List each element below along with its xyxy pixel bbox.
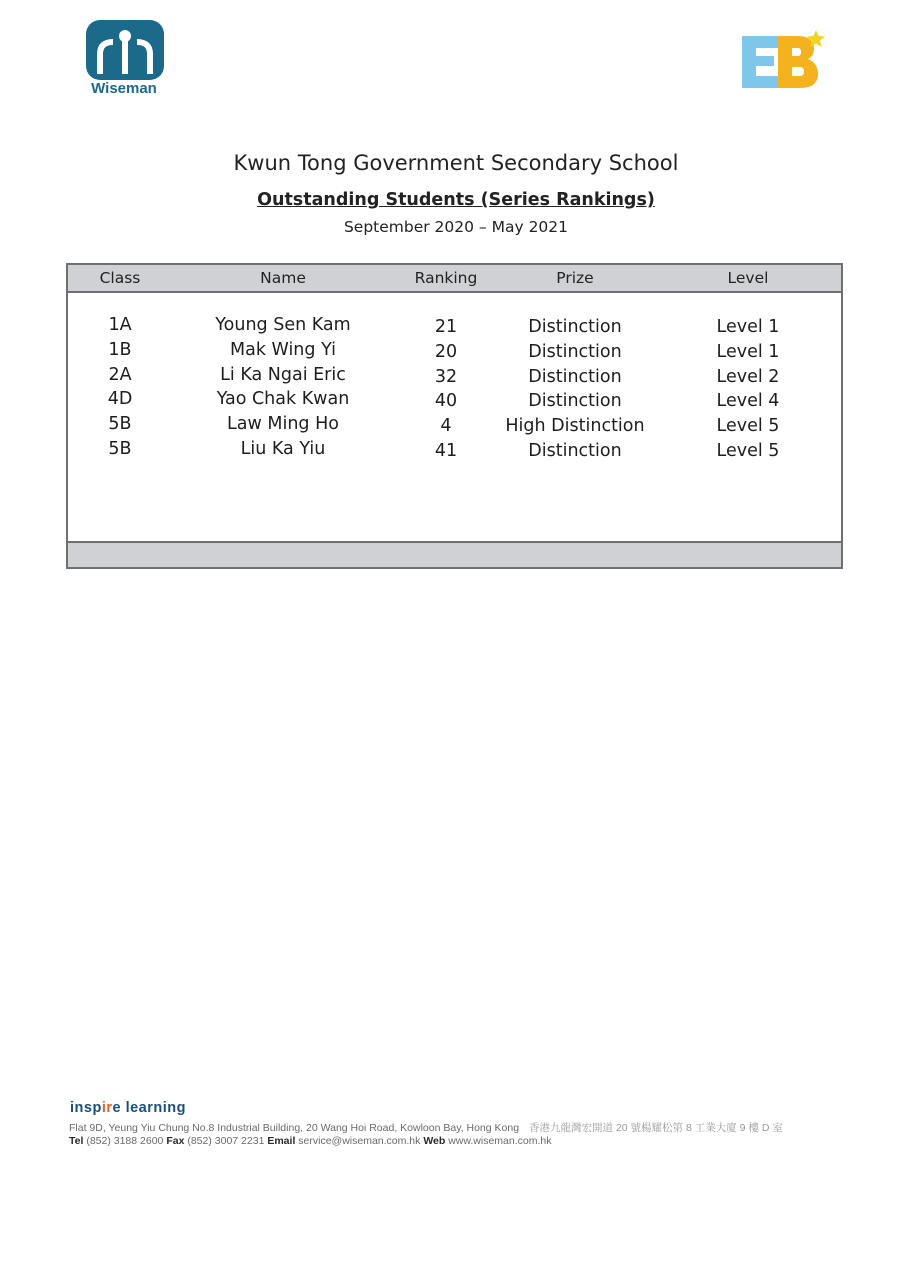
footer-contact bbox=[69, 1135, 552, 1147]
table-row bbox=[68, 364, 841, 392]
tagline-suffix: e learning bbox=[112, 1100, 186, 1116]
cell-name: Liu Ka Yiu bbox=[240, 438, 326, 459]
cell-ranking: 20 bbox=[434, 341, 458, 362]
wiseman-logo bbox=[86, 20, 166, 100]
cell-level: Level 5 bbox=[716, 416, 780, 437]
tel-value: (852) 3188 2600 bbox=[86, 1135, 164, 1147]
web-value: www.wiseman.com.hk bbox=[448, 1135, 552, 1147]
fax-value: (852) 3007 2231 bbox=[187, 1135, 265, 1147]
table-row bbox=[68, 317, 841, 342]
cell-ranking: 4 bbox=[440, 416, 452, 437]
tagline-prefix: insp bbox=[70, 1100, 102, 1116]
tel-label: Tel bbox=[69, 1135, 84, 1147]
footer-address bbox=[69, 1120, 783, 1135]
table-row bbox=[68, 438, 841, 466]
school-name: Kwun Tong Government Secondary School bbox=[233, 151, 679, 175]
eb-logo-icon bbox=[740, 28, 826, 92]
cell-name: Li Ka Ngai Eric bbox=[220, 364, 346, 385]
web-label: Web bbox=[423, 1135, 446, 1147]
cell-ranking: 41 bbox=[434, 440, 458, 461]
column-header-class: Class bbox=[99, 269, 141, 287]
cell-ranking: 21 bbox=[434, 317, 458, 337]
cell-class: 1A bbox=[108, 315, 132, 335]
address-zh: 香港九龍灣宏開道 20 號楊耀松第 8 工業大廈 9 樓 D 室 bbox=[529, 1122, 783, 1134]
cell-class: 4D bbox=[107, 389, 133, 410]
eb-logo bbox=[740, 28, 826, 92]
wiseman-logo-text: Wiseman bbox=[91, 80, 157, 97]
table-footer bbox=[68, 541, 841, 567]
report-title: Outstanding Students (Series Rankings) bbox=[257, 190, 655, 210]
tagline-highlight: ir bbox=[101, 1100, 113, 1116]
cell-name: Mak Wing Yi bbox=[230, 339, 336, 360]
footer-tagline bbox=[70, 1100, 186, 1116]
table-row bbox=[68, 391, 841, 416]
cell-name: Young Sen Kam bbox=[215, 315, 351, 335]
cell-level: Level 1 bbox=[716, 341, 780, 362]
cell-prize: High Distinction bbox=[505, 416, 645, 437]
cell-level: Level 5 bbox=[716, 440, 780, 461]
cell-prize: Distinction bbox=[528, 391, 622, 412]
column-header-prize: Prize bbox=[556, 269, 594, 287]
email-label: Email bbox=[267, 1135, 296, 1147]
column-header-level: Level bbox=[727, 269, 769, 287]
table-body bbox=[68, 317, 841, 466]
column-header-name: Name bbox=[260, 269, 306, 287]
cell-name: Yao Chak Kwan bbox=[216, 389, 350, 410]
cell-prize: Distinction bbox=[528, 317, 622, 337]
cell-prize: Distinction bbox=[528, 440, 622, 461]
cell-ranking: 40 bbox=[434, 391, 458, 412]
cell-ranking: 32 bbox=[434, 366, 458, 387]
rankings-table bbox=[66, 263, 843, 569]
cell-class: 2A bbox=[108, 364, 132, 385]
cell-class: 5B bbox=[108, 414, 132, 435]
cell-prize: Distinction bbox=[528, 366, 622, 387]
cell-name: Law Ming Ho bbox=[227, 414, 339, 435]
cell-class: 1B bbox=[108, 339, 132, 360]
email-value: service@wiseman.com.hk bbox=[298, 1135, 421, 1147]
report-period: September 2020 – May 2021 bbox=[343, 218, 569, 236]
fax-label: Fax bbox=[166, 1135, 185, 1147]
cell-prize: Distinction bbox=[528, 341, 622, 362]
address-en: Flat 9D, Yeung Yiu Chung No.8 Industrial Building, 20 Wang Hoi Road, Kowloon Bay, Hong Kong bbox=[69, 1122, 520, 1134]
table-row bbox=[68, 416, 841, 441]
cell-level: Level 2 bbox=[716, 366, 780, 387]
table-row bbox=[68, 339, 841, 367]
wiseman-logo-icon bbox=[86, 20, 164, 80]
cell-level: Level 1 bbox=[716, 317, 780, 337]
cell-class: 5B bbox=[108, 438, 132, 459]
column-header-ranking: Ranking bbox=[414, 269, 478, 287]
table-header bbox=[68, 265, 841, 293]
cell-level: Level 4 bbox=[716, 391, 780, 412]
